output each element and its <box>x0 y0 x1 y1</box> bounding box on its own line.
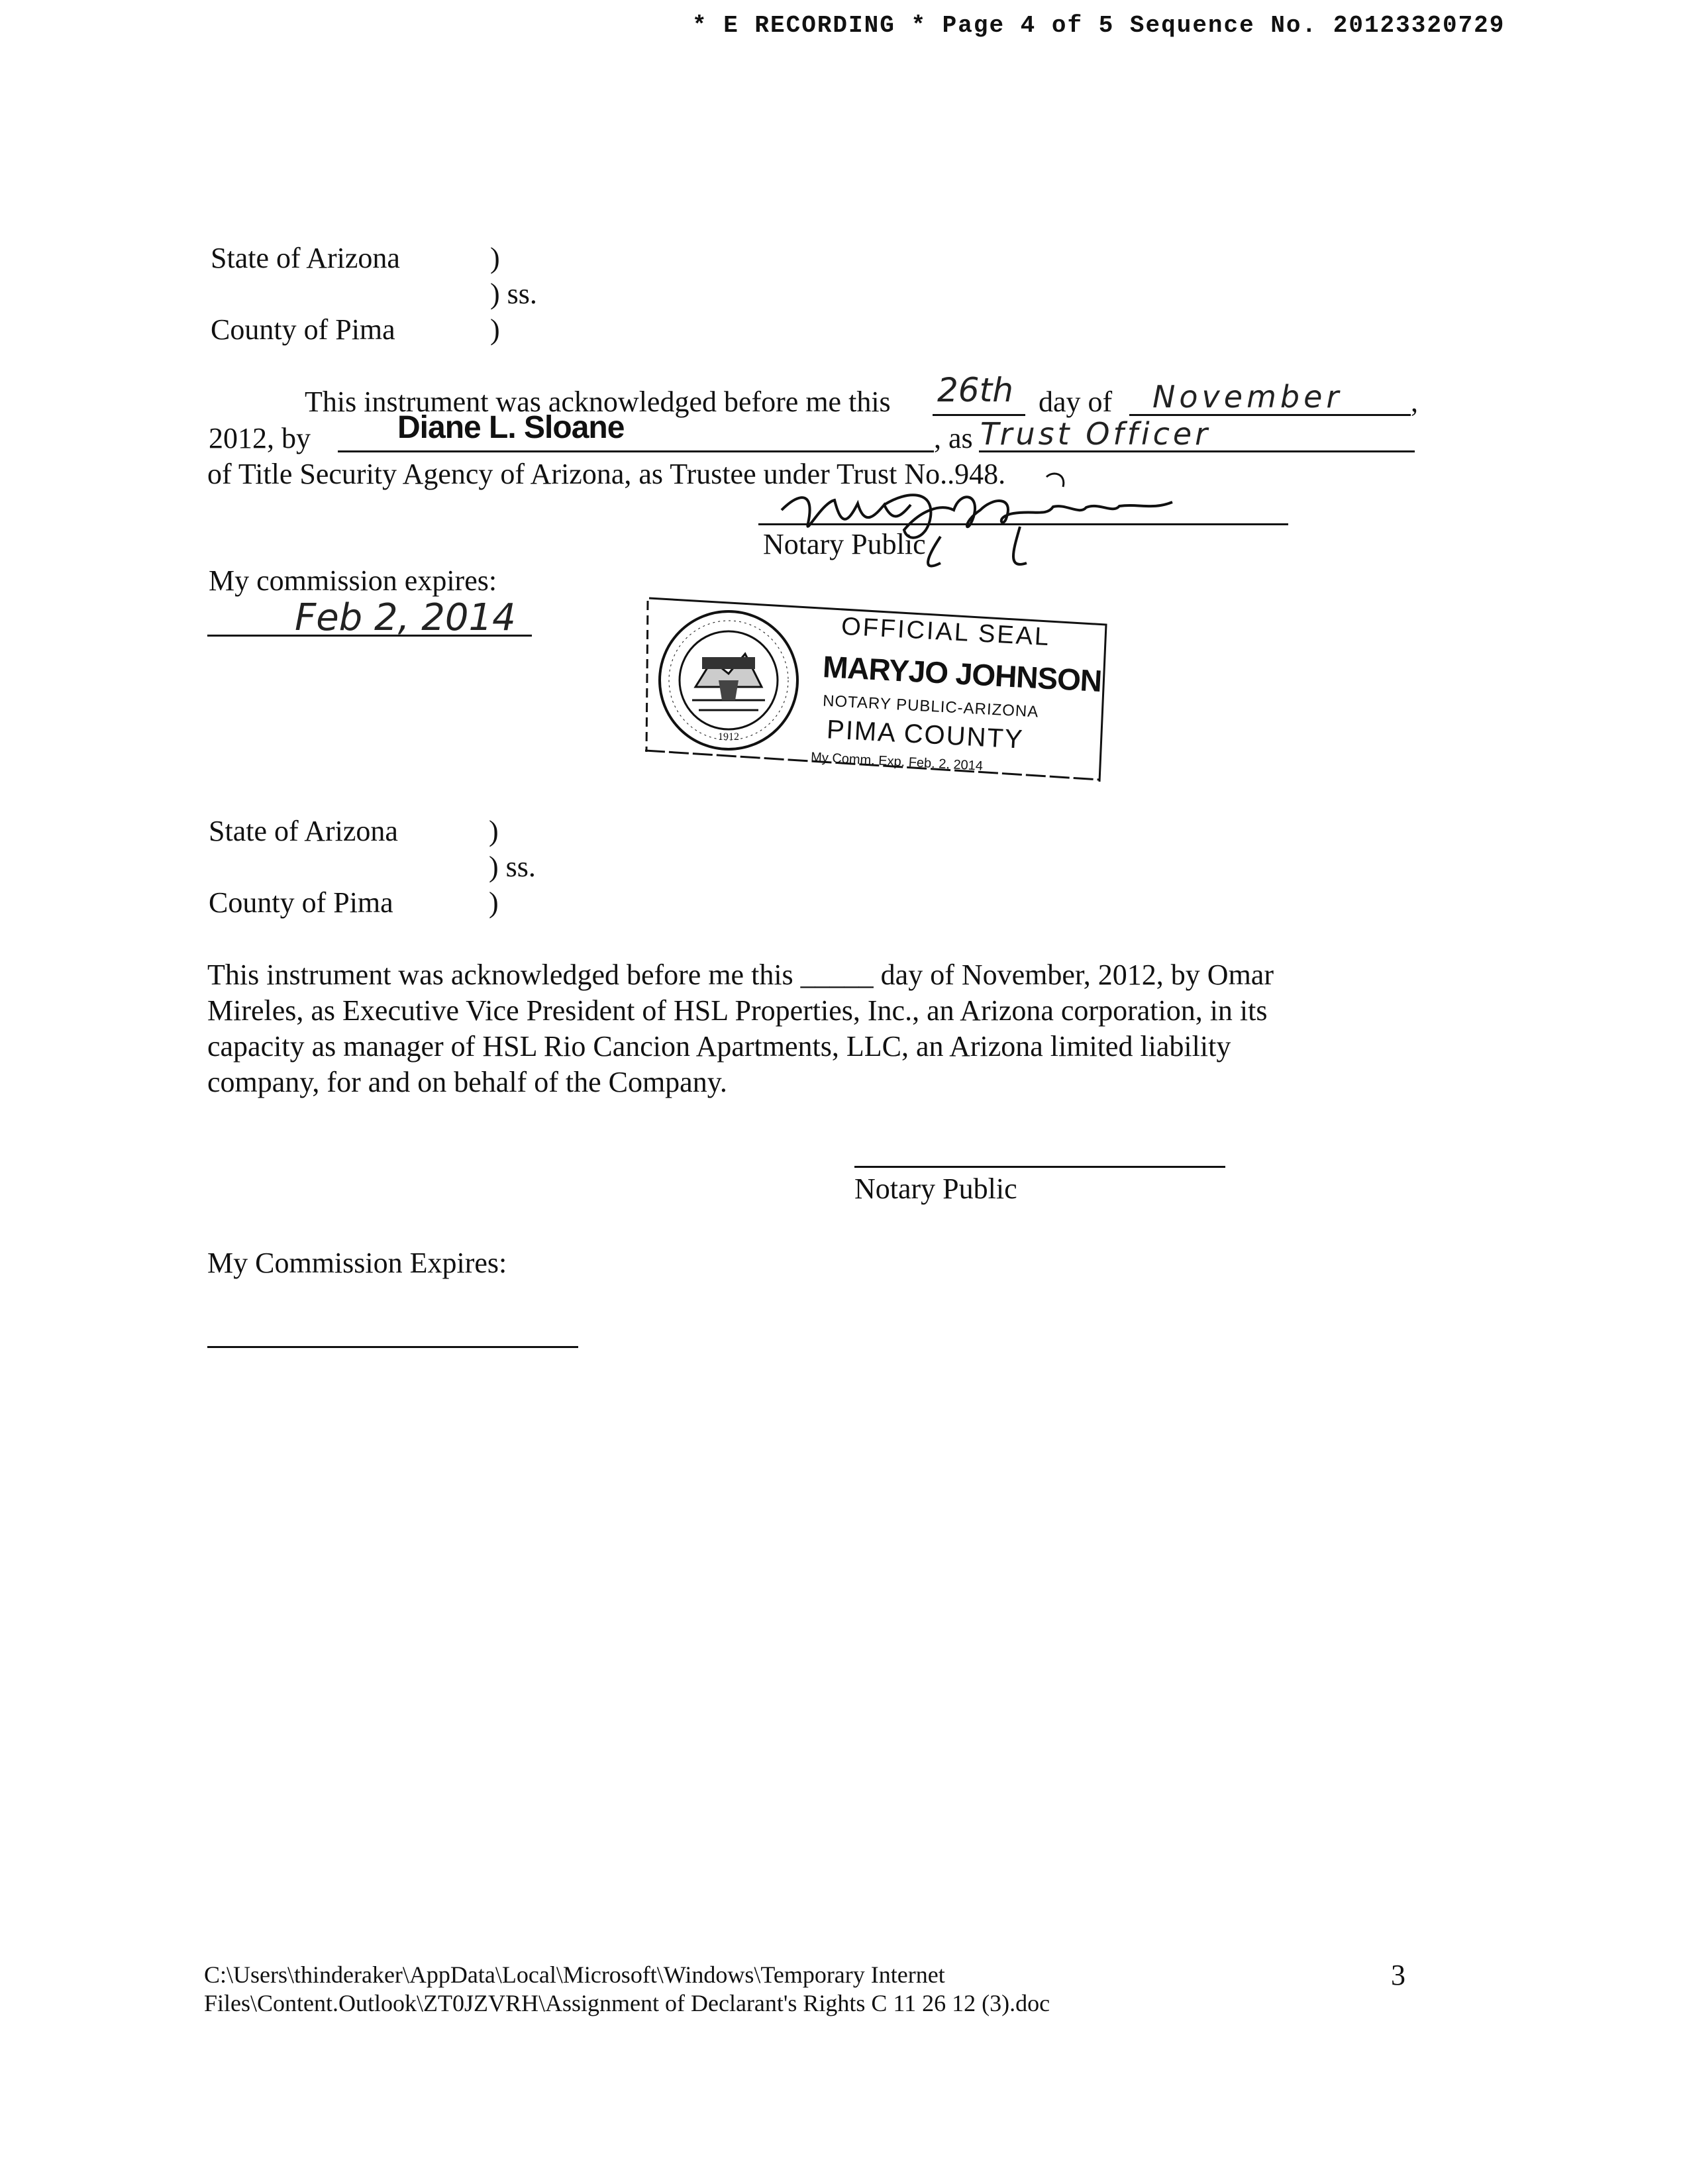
ack-line-1: This instrument was acknowledged before me this _____ day of November, 2012, by Omar <box>207 959 1274 991</box>
state-label-1: State of Arizona <box>211 242 400 274</box>
seal-emblem-year: 1912 <box>718 731 739 743</box>
notary-public-label-1: Notary Public <box>763 528 926 560</box>
ss-label-2: ) ss. <box>489 851 536 883</box>
paren-1a: ) <box>490 242 500 274</box>
ack-text-start-1: This instrument was acknowledged before me this <box>305 386 891 418</box>
state-label-2: State of Arizona <box>209 815 398 847</box>
capacity-handwritten: Trust Officer <box>980 416 1211 452</box>
commission-label-1: My commission expires: <box>209 564 497 597</box>
year-by-text: 2012, by <box>209 422 311 454</box>
footer-path-line-2: Files\Content.Outlook\ZT0JZVRH\Assignment of Declarant's Rights C 11 26 12 (3).doc <box>204 1990 1050 2017</box>
paren-1b: ) <box>490 313 500 346</box>
month-comma: , <box>1411 386 1418 418</box>
seal-line-county: PIMA COUNTY <box>826 715 1025 754</box>
county-label-1: County of Pima <box>211 313 395 346</box>
official-seal-stamp <box>642 593 1109 785</box>
seal-line-name: MARYJO JOHNSON <box>821 649 1103 698</box>
commission-blank-line-2 <box>207 1346 578 1348</box>
county-label-2: County of Pima <box>209 886 393 919</box>
commission-label-2: My Commission Expires: <box>207 1247 507 1279</box>
ack-line-4: company, for and on behalf of the Company. <box>207 1066 727 1098</box>
month-handwritten: November <box>1152 379 1343 415</box>
ack-line-3: capacity as manager of HSL Rio Cancion Apartments, LLC, an Arizona limited liability <box>207 1030 1231 1063</box>
agency-line: of Title Security Agency of Arizona, as Trustee under Trust No..948. <box>207 458 1006 490</box>
great-seal-emblem-icon <box>656 607 801 753</box>
signer-name-stamp: Diane L. Sloane <box>397 410 625 445</box>
day-of-text: day of <box>1039 386 1113 418</box>
ss-label-1: ) ss. <box>490 278 537 310</box>
page-number: 3 <box>1391 1959 1405 1991</box>
day-handwritten: 26th <box>937 371 1013 409</box>
commission-date-handwritten: Feb 2, 2014 <box>295 596 516 639</box>
recording-header: * E RECORDING * Page 4 of 5 Sequence No. 20123320729 <box>692 12 1505 39</box>
acknowledgment-paragraph-2 <box>207 957 1433 1100</box>
signer-blank-line <box>338 450 934 452</box>
footer-path-line-1: C:\Users\thinderaker\AppData\Local\Microsoft\Windows\Temporary Internet <box>204 1961 945 1988</box>
footer-file-path <box>204 1961 1050 2018</box>
notary-public-label-2: Notary Public <box>854 1172 1017 1205</box>
as-text: , as <box>934 422 973 454</box>
paren-2a: ) <box>489 815 499 847</box>
seal-line-official: OFFICIAL SEAL <box>840 612 1052 652</box>
notary-signature-line-2 <box>854 1166 1225 1168</box>
seal-line-notary: NOTARY PUBLIC-ARIZONA <box>822 692 1039 721</box>
notary-signature-line-1 <box>758 523 1288 525</box>
seal-line-expiration: My Comm. Exp. Feb. 2, 2014 <box>810 750 984 774</box>
ack-line-2: Mireles, as Executive Vice President of HSL Properties, Inc., an Arizona corporation, in its <box>207 994 1268 1027</box>
paren-2b: ) <box>489 886 499 919</box>
